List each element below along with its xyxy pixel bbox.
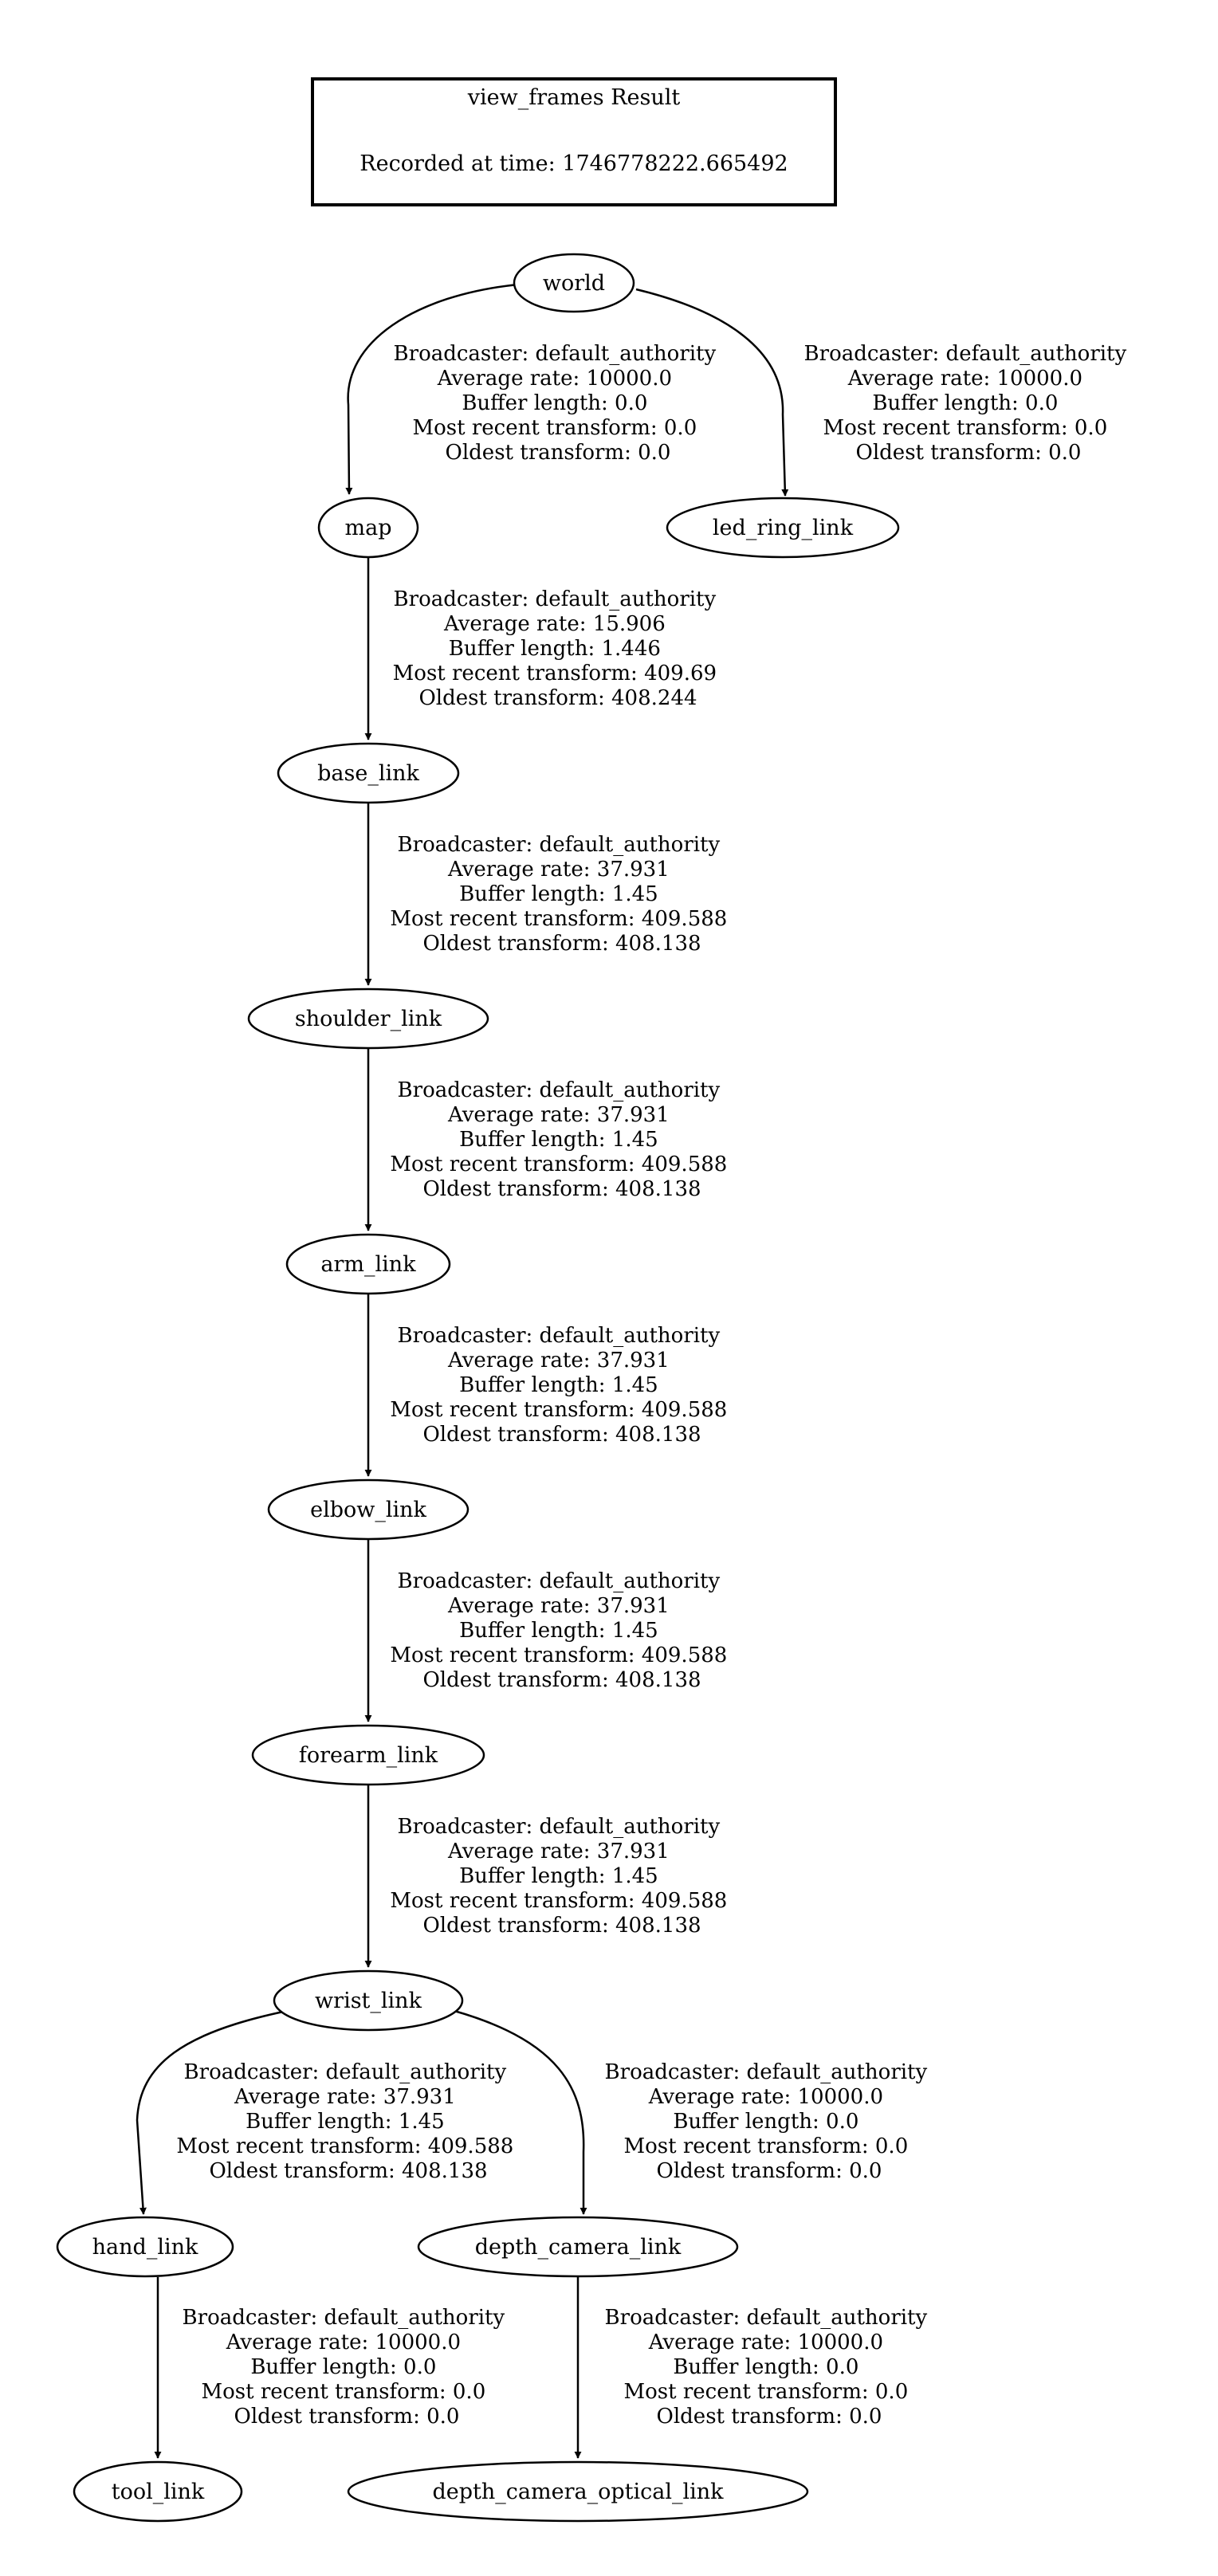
node-label-depth_camera_optical_link: depth_camera_optical_link — [432, 2480, 724, 2504]
edge-label-line: Average rate: 10000.0 — [847, 367, 1083, 391]
node-label-shoulder_link: shoulder_link — [294, 1007, 442, 1031]
node-wrist_link — [274, 1971, 462, 2030]
node-label-depth_camera_link: depth_camera_link — [474, 2235, 682, 2260]
node-arm_link — [287, 1235, 450, 1294]
edge-label-line: Buffer length: 0.0 — [462, 391, 648, 415]
edge-label-line: Broadcaster: default_authority — [182, 2306, 505, 2330]
node-label-hand_link: hand_link — [92, 2235, 198, 2260]
edge-label-line: Broadcaster: default_authority — [604, 2060, 928, 2084]
edge-label-line: Average rate: 10000.0 — [437, 367, 673, 391]
edge-label-line: Oldest transform: 0.0 — [234, 2405, 460, 2429]
edge-label-line: Buffer length: 1.45 — [459, 1864, 658, 1888]
edge-label-line: Most recent transform: 409.588 — [176, 2134, 514, 2158]
edge-label-line: Oldest transform: 408.138 — [422, 932, 701, 956]
node-led_ring_link — [667, 498, 898, 557]
edge-label-line: Most recent transform: 409.588 — [390, 1398, 728, 1422]
node-world — [514, 254, 634, 312]
edge-label-line: Broadcaster: default_authority — [183, 2060, 507, 2084]
edge-label-line: Most recent transform: 409.588 — [390, 1643, 728, 1667]
edge-label-arm_link-elbow_link — [390, 1324, 733, 1447]
edge-label-line: Broadcaster: default_authority — [604, 2306, 928, 2330]
node-shoulder_link — [249, 989, 488, 1048]
edge-label-line: Oldest transform: 408.138 — [422, 1177, 701, 1201]
edge-label-line: Buffer length: 0.0 — [872, 391, 1059, 415]
edge-label-line: Oldest transform: 408.138 — [422, 1423, 701, 1447]
edge-label-line: Buffer length: 1.45 — [459, 882, 658, 906]
node-label-led_ring_link: led_ring_link — [712, 516, 854, 540]
edge-label-line: Buffer length: 1.45 — [459, 1128, 658, 1152]
title-box — [312, 79, 835, 205]
edge-label-line: Oldest transform: 0.0 — [656, 2159, 882, 2183]
edge-label-line: Most recent transform: 409.588 — [390, 907, 728, 931]
edge-label-line: Average rate: 10000.0 — [648, 2085, 884, 2109]
node-map — [319, 498, 418, 557]
edge-label-base_link-shoulder_link — [390, 833, 733, 956]
node-label-map: map — [344, 516, 392, 540]
title-text: view_frames Result — [467, 85, 681, 110]
node-base_link — [278, 744, 458, 803]
edge-label-line: Average rate: 10000.0 — [648, 2331, 884, 2354]
node-label-arm_link: arm_link — [320, 1252, 416, 1277]
node-forearm_link — [253, 1726, 484, 1785]
node-hand_link — [57, 2217, 233, 2276]
edge-label-line: Most recent transform: 409.588 — [390, 1153, 728, 1176]
edge-label-line: Buffer length: 1.45 — [459, 1619, 658, 1643]
node-elbow_link — [269, 1480, 468, 1539]
edge-label-line: Broadcaster: default_authority — [397, 1815, 721, 1839]
node-tool_link — [74, 2462, 242, 2521]
node-label-tool_link: tool_link — [111, 2480, 205, 2504]
edge-label-line: Most recent transform: 0.0 — [823, 416, 1108, 440]
edge-label-line: Oldest transform: 408.244 — [418, 686, 697, 710]
edge-label-line: Buffer length: 1.45 — [246, 2110, 445, 2134]
node-depth_camera_link — [418, 2217, 737, 2276]
edge-label-world-map — [394, 342, 723, 465]
edge-label-wrist_link-depth_camera_link — [605, 2060, 934, 2183]
edge-label-line: Buffer length: 0.0 — [673, 2355, 859, 2379]
node-depth_camera_optical_link — [348, 2462, 807, 2521]
node-label-base_link: base_link — [317, 761, 419, 786]
edge-label-line: Broadcaster: default_authority — [397, 1324, 721, 1348]
edge-label-wrist_link-hand_link — [176, 2060, 520, 2183]
edge-label-line: Average rate: 37.931 — [447, 1594, 670, 1618]
edge-label-line: Oldest transform: 408.138 — [422, 1668, 701, 1692]
edge-label-line: Buffer length: 1.45 — [459, 1373, 658, 1397]
edge-label-line: Most recent transform: 0.0 — [201, 2380, 486, 2404]
edge-label-line: Average rate: 37.931 — [447, 1349, 670, 1372]
edge-label-shoulder_link-arm_link — [390, 1078, 733, 1201]
edge-label-world-led_ring_link — [804, 342, 1134, 465]
edge-label-depth_camera_link-depth_camera_optical_link — [605, 2306, 934, 2429]
edge-label-line: Buffer length: 0.0 — [250, 2355, 437, 2379]
edge-label-line: Oldest transform: 0.0 — [656, 2405, 882, 2429]
edge-label-line: Most recent transform: 0.0 — [412, 416, 697, 440]
edge-label-line: Broadcaster: default_authority — [803, 342, 1127, 366]
edge-world-led_ring_link — [636, 289, 785, 496]
edge-label-line: Buffer length: 1.446 — [448, 637, 661, 661]
edge-label-line: Buffer length: 0.0 — [673, 2110, 859, 2134]
edge-label-line: Average rate: 15.906 — [443, 612, 666, 636]
edge-wrist_link-depth_camera_link — [454, 2011, 583, 2214]
recorded-time-text: Recorded at time: 1746778222.665492 — [360, 151, 788, 176]
edge-label-elbow_link-forearm_link — [390, 1569, 733, 1692]
edge-label-line: Broadcaster: default_authority — [397, 1078, 721, 1102]
edge-label-map-base_link — [393, 587, 724, 710]
edge-label-line: Broadcaster: default_authority — [393, 342, 717, 366]
edge-label-line: Most recent transform: 409.69 — [392, 662, 717, 685]
edge-labels — [176, 342, 1133, 2429]
edge-label-line: Oldest transform: 0.0 — [855, 441, 1082, 465]
node-label-world: world — [542, 271, 606, 296]
node-label-elbow_link: elbow_link — [310, 1498, 426, 1522]
edge-label-line: Oldest transform: 408.138 — [422, 1914, 701, 1938]
edge-label-line: Most recent transform: 409.588 — [390, 1889, 728, 1913]
edge-label-line: Average rate: 37.931 — [447, 858, 670, 882]
node-label-wrist_link: wrist_link — [315, 1989, 422, 2013]
node-label-forearm_link: forearm_link — [298, 1743, 438, 1768]
edge-label-hand_link-tool_link — [183, 2306, 512, 2429]
edge-label-line: Average rate: 37.931 — [447, 1840, 670, 1863]
edge-label-line: Average rate: 10000.0 — [226, 2331, 462, 2354]
edge-label-line: Oldest transform: 408.138 — [209, 2159, 488, 2183]
edge-label-line: Broadcaster: default_authority — [397, 1569, 721, 1593]
edge-label-line: Most recent transform: 0.0 — [623, 2380, 909, 2404]
edge-label-line: Broadcaster: default_authority — [397, 833, 721, 857]
edge-label-line: Most recent transform: 0.0 — [623, 2134, 909, 2158]
edge-label-line: Oldest transform: 0.0 — [445, 441, 671, 465]
edge-label-line: Broadcaster: default_authority — [393, 587, 717, 611]
edge-label-forearm_link-wrist_link — [390, 1815, 733, 1938]
edge-label-line: Average rate: 37.931 — [234, 2085, 456, 2109]
edge-label-line: Average rate: 37.931 — [447, 1103, 670, 1127]
